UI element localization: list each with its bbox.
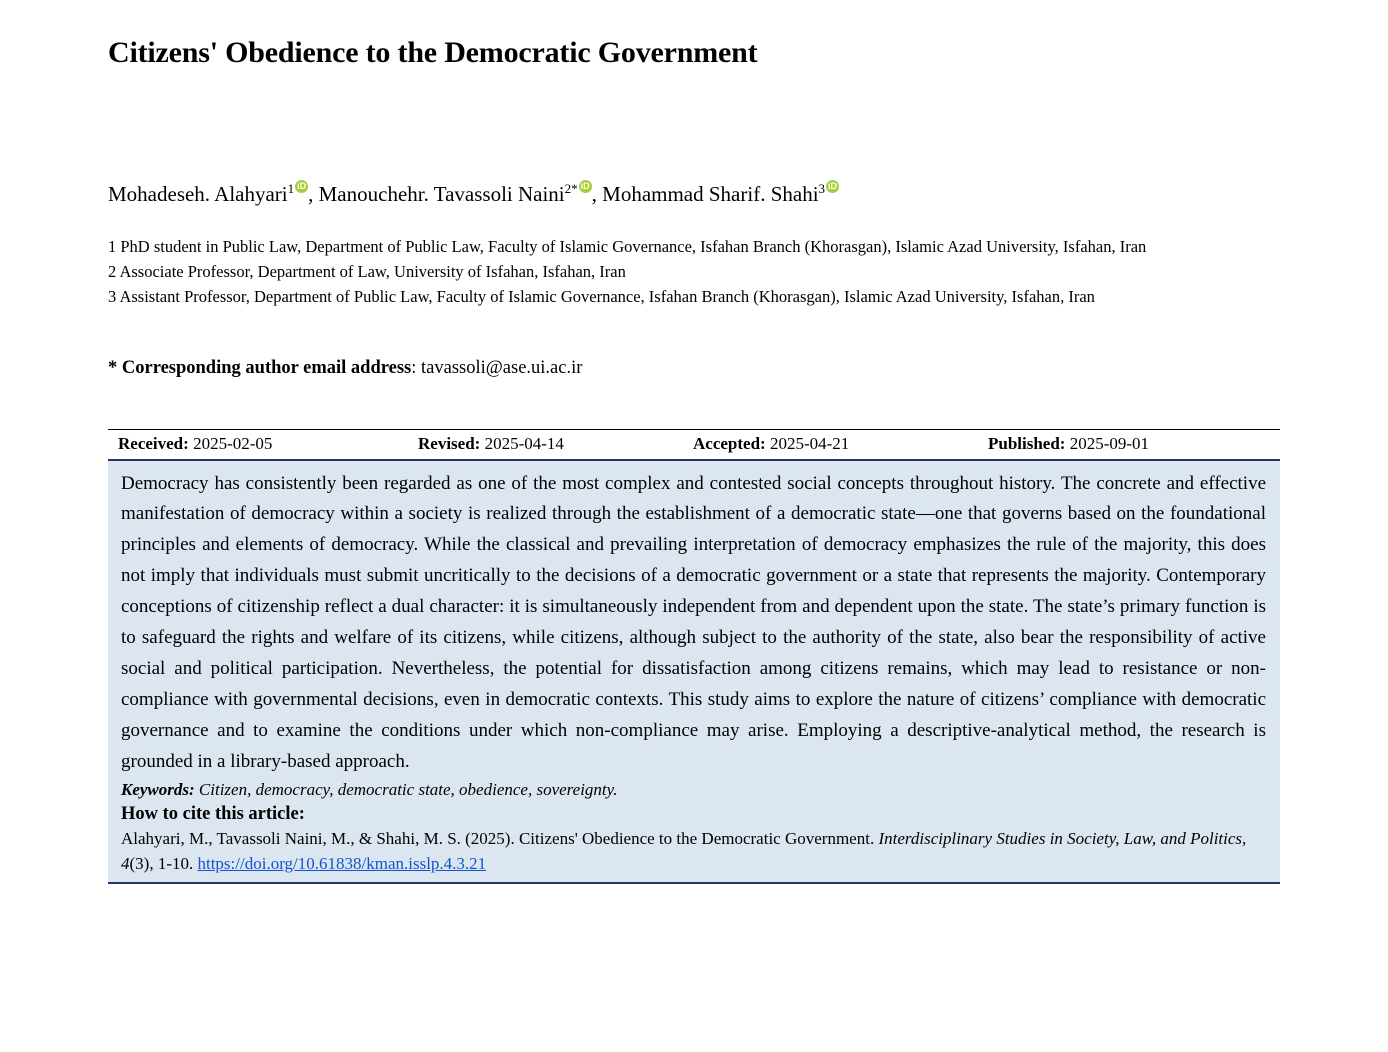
how-to-cite-label: How to cite this article: xyxy=(121,804,305,825)
affiliation-item: 1 PhD student in Public Law, Department of Public Law, Faculty of Islamic Governance, Isfahan Branch (Khorasgan), Islamic Azad University, Isfahan, Iran xyxy=(108,236,1147,256)
author-name-3: Mohammad Sharif. Shahi xyxy=(602,181,819,206)
corresponding-author xyxy=(108,358,1280,379)
corresponding-author-label: * Corresponding author email address xyxy=(108,357,412,378)
page-title: Citizens' Obedience to the Democratic Government xyxy=(108,36,758,69)
date-revised-label: Revised: xyxy=(418,433,481,453)
author-separator-1: , xyxy=(308,181,319,206)
author-affil-marker-1: 1 xyxy=(287,180,295,196)
orcid-icon[interactable] xyxy=(579,180,592,193)
date-published-value: 2025-09-01 xyxy=(1069,433,1150,453)
citation-part-2: (3), 1-10. xyxy=(129,853,198,873)
date-published-label: Published: xyxy=(988,433,1066,453)
citation-journal: Interdisciplinary Studies in Society, Law, and Politics, 4 xyxy=(121,829,1247,873)
citation-part-1: Alahyari, M., Tavassoli Naini, M., & Shahi, M. S. (2025). Citizens' Obedience to the Democratic Government. xyxy=(121,829,879,849)
author-separator-2: , xyxy=(591,181,603,206)
abstract-text: Democracy has consistently been regarded as one of the most complex and contested social concepts throughout history. The concrete and effective manifestation of democracy within a society is realized through the establishment of a democratic state—one that governs based on the foundational principles and elements of democracy. While the classical and prevailing interpretation of democracy emphasizes the rule of the majority, this does not imply that individuals must submit uncritically to the decisions of a democratic government or a state that represents the majority. Contemporary conceptions of citizenship reflect a dual character: it is simultaneously independent from and dependent upon the state. The state’s primary function is to safeguard the rights and welfare of its citizens, while citizens, although subject to the authority of the state, also bear the responsibility of active social and political participation. Nevertheless, the potential for dissatisfaction among citizens remains, which may lead to resistance or non-compliance with governmental decisions, even in democratic contexts. This study aims to explore the nature of citizens’ compliance with democratic governance and to examine the conditions under which non-compliance may arise. Employing a descriptive-analytical method, the research is grounded in a library-based approach. xyxy=(121,472,1266,773)
date-received-value: 2025-02-05 xyxy=(193,433,273,453)
affiliation-item: 2 Associate Professor, Department of Law, University of Isfahan, Isfahan, Iran xyxy=(108,262,626,282)
date-accepted xyxy=(693,434,988,454)
corresponding-author-email: : tavassoli@ase.ui.ac.ir xyxy=(411,357,583,378)
orcid-icon[interactable] xyxy=(826,180,839,193)
affiliation-item: 3 Assistant Professor, Department of Public Law, Faculty of Islamic Governance, Isfahan Branch (Khorasgan), Islamic Azad University, Isfahan, Iran xyxy=(108,287,1095,307)
date-received-label: Received: xyxy=(118,433,189,453)
date-published xyxy=(988,434,1218,454)
author-affil-marker-3: 3 xyxy=(818,180,826,196)
citation-text xyxy=(121,827,1266,876)
date-accepted-value: 2025-04-21 xyxy=(769,433,850,453)
author-affil-marker-2: 2* xyxy=(564,180,578,196)
publication-dates-bar xyxy=(108,429,1280,461)
keywords xyxy=(121,780,1266,800)
affiliation-list xyxy=(108,234,1280,310)
author-name-1: Mohadeseh. Alahyari xyxy=(108,181,288,206)
abstract-box xyxy=(108,461,1280,885)
keywords-value: Citizen, democracy, democratic state, obedience, sovereignty. xyxy=(194,780,618,800)
orcid-icon[interactable] xyxy=(295,180,308,193)
author-list xyxy=(108,180,1280,208)
doi-link[interactable]: https://doi.org/10.61838/kman.isslp.4.3.21 xyxy=(197,853,487,873)
date-received xyxy=(118,434,418,454)
author-name-2: Manouchehr. Tavassoli Naini xyxy=(318,181,565,206)
date-accepted-label: Accepted: xyxy=(693,433,766,453)
date-revised-value: 2025-04-14 xyxy=(484,433,564,453)
date-revised xyxy=(418,434,693,454)
keywords-label: Keywords: xyxy=(121,780,195,800)
